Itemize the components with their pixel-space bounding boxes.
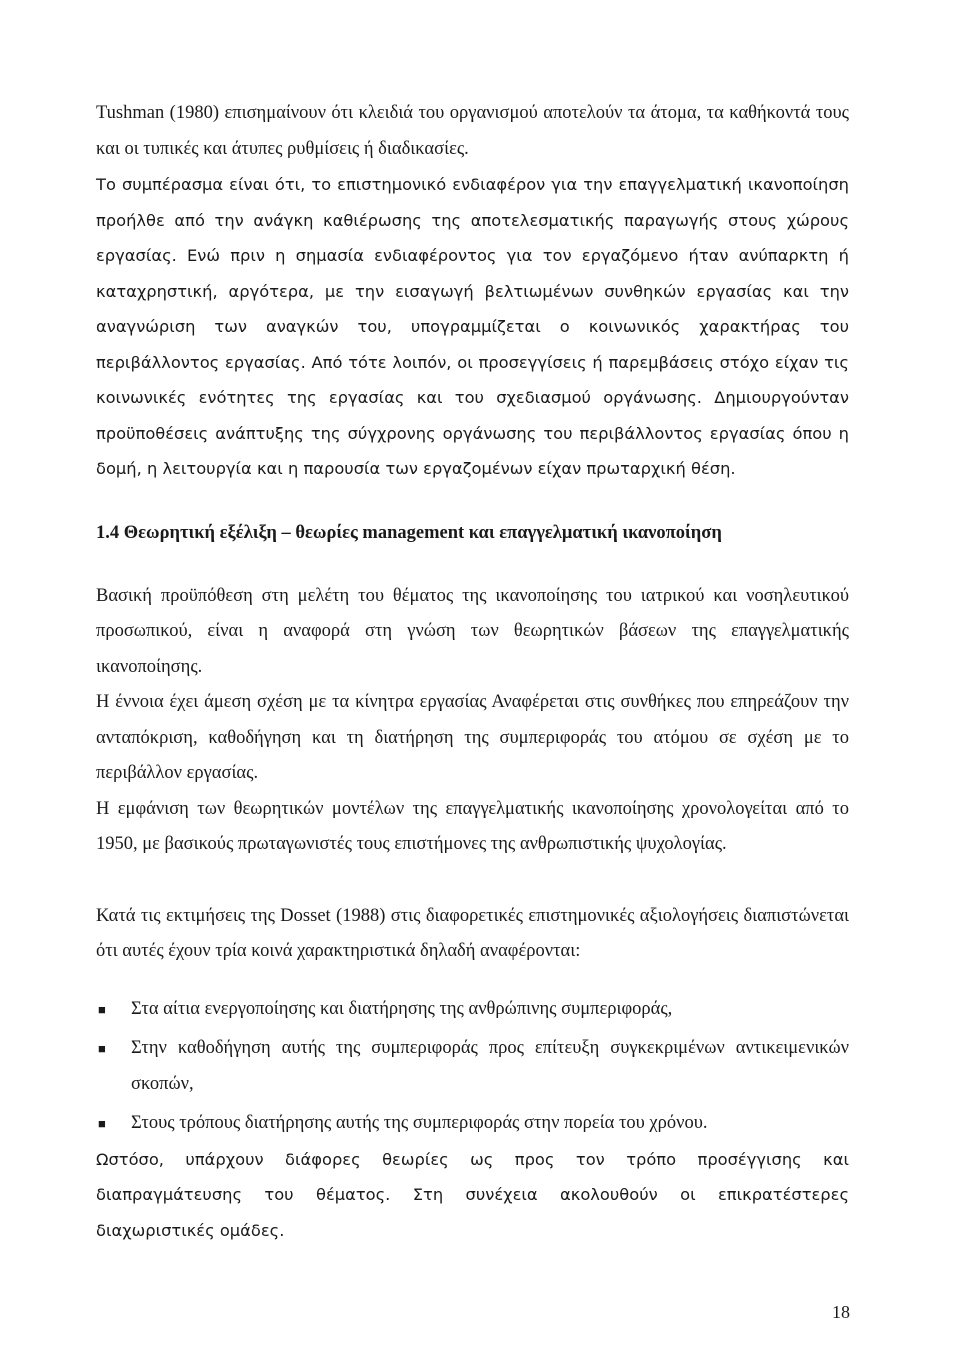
paragraph-models: Η εμφάνιση των θεωρητικών μοντέλων της επαγγελματικής ικανοποίησης χρονολογείται από το 1950, με βασικούς πρωταγωνιστές τους επιστήμονες της ανθρωπιστικής ψυχολογίας. — [96, 798, 849, 854]
bullet-square-icon: ■ — [98, 1001, 106, 1017]
list-item-text: Στην καθοδήγηση αυτής της συμπεριφοράς προς επίτευξη συγκεκριμένων αντικειμενικών σκοπών, — [131, 1038, 849, 1094]
paragraph-conclusion: Το συμπέρασμα είναι ότι, το επιστημονικό ενδιαφέρον για την επαγγελματική ικανοποίηση προήλθε από την ανάγκη καθιέρωσης της αποτελεσματικής παραγωγής στους χώρους εργασίας. Ενώ πριν η σημασία ενδιαφέροντος για τον εργαζόμενο ήταν ανύπαρκτη ή καταχρηστική, αργότερα, με την εισαγωγή βελτιωμένων συνθηκών εργασίας και την αναγνώριση των αναγκών του, υπογραμμίζεται ο κοινωνικός χαρακτήρας του περιβάλλοντος εργασίας. Από τότε λοιπόν, οι προσεγγίσεις ή παρεμβάσεις στόχο είχαν τις κοινωνικές ενότητες της εργασίας και του σχεδιασμού οργάνωσης. Δημιουργούνταν προϋποθέσεις ανάπτυξης της σύγχρονης οργάνωσης του περιβάλλοντος εργασίας όπου η δομή, η λειτουργία και η παρουσία των εργαζομένων είχαν πρωταρχική θέση. — [96, 175, 849, 478]
list-item-text: Στα αίτια ενεργοποίησης και διατήρησης της ανθρώπινης συμπεριφοράς, — [131, 998, 673, 1019]
paragraph-concept: Η έννοια έχει άμεση σχέση με τα κίνητρα εργασίας Αναφέρεται στις συνθήκες που επηρεάζουν την ανταπόκριση, καθοδήγηση και τη διατήρηση της συμπεριφοράς του ατόμου σε σχέση με το περιβάλλον εργασίας. — [96, 692, 849, 783]
page-number: 18 — [832, 1302, 850, 1322]
paragraph-however: Ωστόσο, υπάρχουν διάφορες θεωρίες ως προς τον τρόπο προσέγγισης και διαπραγμάτευσης του θέματος. Στη συνέχεια ακολουθούν οι επικρατέστερες διαχωριστικές ομάδες. — [96, 1149, 849, 1240]
paragraph-basic-premise: Βασική προϋπόθεση στη μελέτη του θέματος της ικανοποίησης του ιατρικού και νοσηλευτικού προσωπικού, είναι η αναφορά στη γνώση των θεωρητικών βάσεων της επαγγελματικής ικανοποίησης. — [96, 585, 849, 677]
list-item — [96, 992, 849, 1028]
section-heading: 1.4 Θεωρητική εξέλιξη – θεωρίες management και επαγγελματική ικανοποίηση — [96, 522, 722, 543]
paragraph-tushman: Tushman (1980) επισημαίνουν ότι κλειδιά του οργανισμού αποτελούν τα άτομα, τα καθήκοντά τους και οι τυπικές και άτυπες ρυθμίσεις ή διαδικασίες. — [96, 103, 849, 159]
bullet-list — [96, 992, 849, 1142]
list-item-text: Στους τρόπους διατήρησης αυτής της συμπεριφοράς στην πορεία του χρόνου. — [131, 1113, 708, 1133]
document-page — [96, 96, 849, 1248]
list-item — [96, 1106, 849, 1142]
paragraph-dosset: Κατά τις εκτιμήσεις της Dosset (1988) στις διαφορετικές επιστημονικές αξιολογήσεις διαπιστώνεται ότι αυτές έχουν τρία κοινά χαρακτηριστικά δηλαδή αναφέρονται: — [96, 905, 849, 961]
bullet-square-icon: ■ — [98, 1041, 106, 1056]
list-item — [96, 1031, 849, 1102]
bullet-square-icon: ■ — [98, 1116, 106, 1131]
